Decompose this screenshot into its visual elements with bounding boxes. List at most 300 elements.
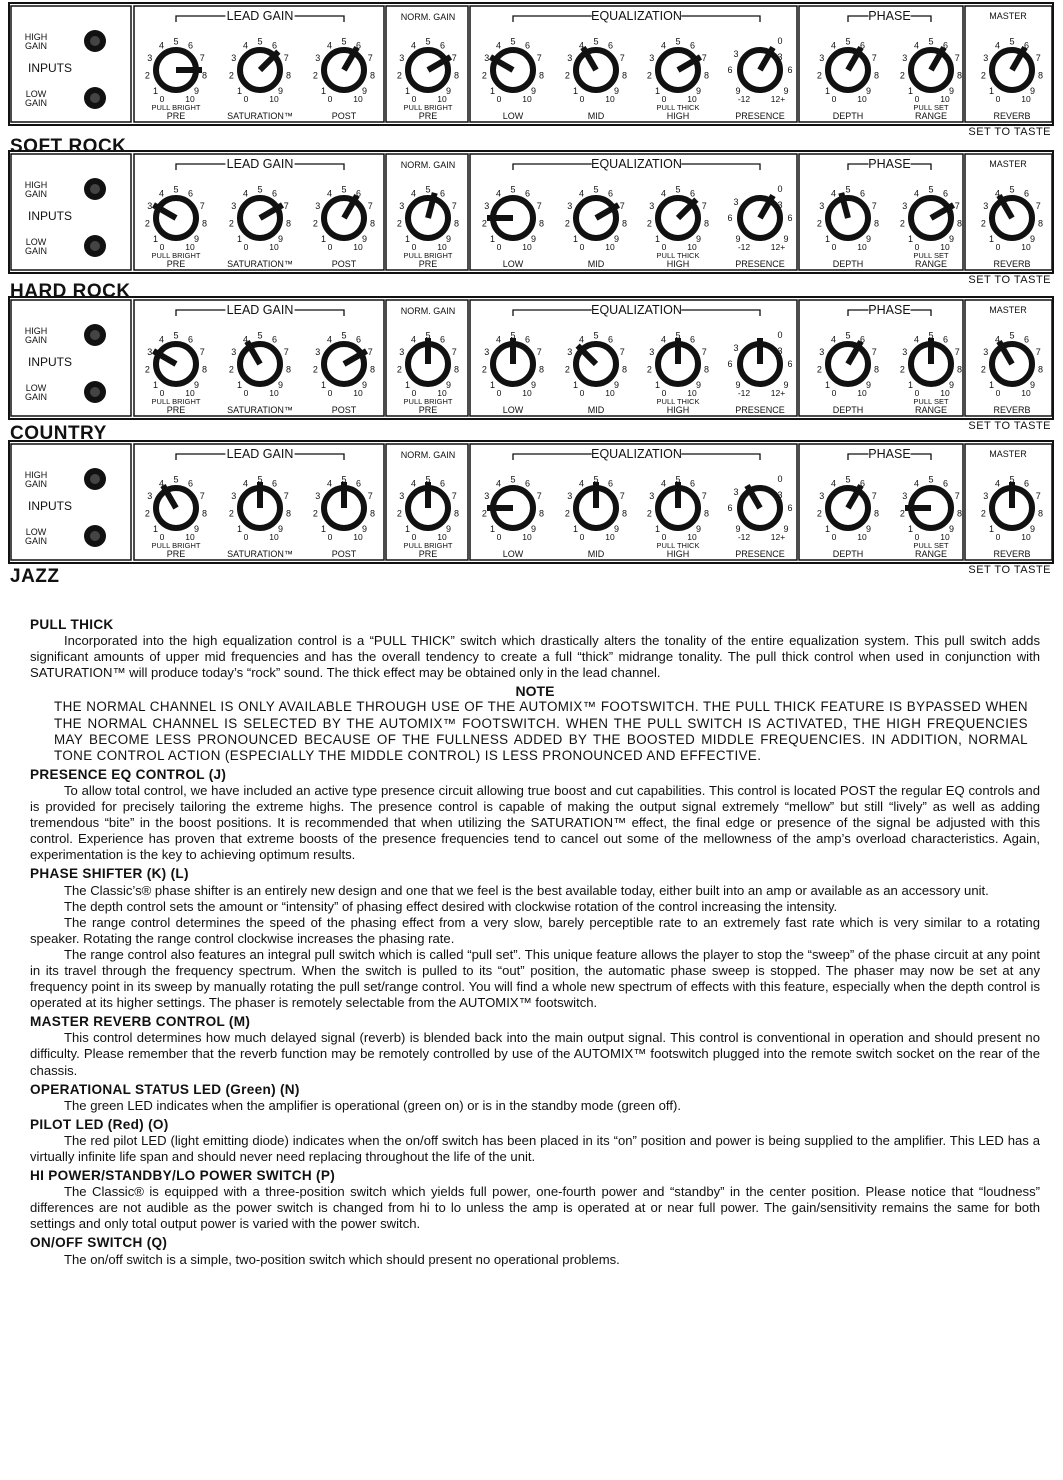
equalization-header: EQUALIZATION <box>591 447 682 461</box>
scale-number: 3 <box>819 201 825 212</box>
scale-number: 7 <box>451 491 457 502</box>
scale-number: 5 <box>341 474 347 485</box>
ten-label: 10 <box>605 94 615 104</box>
zero-label: 0 <box>914 242 920 252</box>
low-knob[interactable] <box>490 50 533 90</box>
range-knob[interactable] <box>905 488 951 528</box>
section-paragraph: The on/off switch is a simple, two-position switch which should present no operational problems. <box>64 1251 620 1267</box>
scale-number: 9 <box>865 524 872 535</box>
scale-number: 9 <box>948 380 955 391</box>
preset-name: HARD ROCK <box>10 281 131 302</box>
zero-label: 0 <box>661 242 667 252</box>
scale-number: 4 <box>913 188 920 199</box>
zero-label: 0 <box>159 94 165 104</box>
low-knob[interactable] <box>493 338 533 384</box>
scale-number: 3 <box>649 53 655 64</box>
sat-label: SATURATION™ <box>227 111 293 121</box>
zero-label: 0 <box>496 94 502 104</box>
ten-label: 10 <box>687 242 697 252</box>
scale-number: 6 <box>524 40 531 51</box>
low-gain-label: GAIN <box>24 536 48 546</box>
reverb-knob[interactable] <box>992 47 1032 90</box>
lead-gain-header: LEAD GAIN <box>226 157 294 171</box>
scale-number: 5 <box>257 36 263 47</box>
scale-number: 4 <box>913 478 920 489</box>
scale-number: 9 <box>361 524 368 535</box>
scale-number: 9 <box>948 234 955 245</box>
norm-gain-header: NORM. GAIN <box>400 450 456 460</box>
sat-knob[interactable] <box>240 198 283 238</box>
pre-knob[interactable] <box>156 485 196 528</box>
zero-label: 0 <box>579 242 585 252</box>
scale-number: 1 <box>824 234 831 245</box>
ten-label: 10 <box>857 94 867 104</box>
scale-number: 4 <box>242 188 249 199</box>
sat-label: SATURATION™ <box>227 549 293 559</box>
section-paragraph: The Classic’s® phase shifter is an entirely new design and one that we feel is the best available today, either built into an amp or available as an accessory unit. <box>64 882 989 898</box>
scale-number: 1 <box>824 380 831 391</box>
inputs-label: INPUTS <box>27 499 73 513</box>
scale-number: 8 <box>286 508 292 519</box>
mid-knob[interactable] <box>576 482 616 528</box>
scale-number: 3 <box>567 201 573 212</box>
high-gain-label: HIGH <box>24 32 48 42</box>
scale-number: 1 <box>988 524 995 535</box>
scale-number: 2 <box>481 218 487 229</box>
scale-number: 8 <box>622 364 628 375</box>
scale-number: 1 <box>489 86 496 97</box>
high-knob[interactable] <box>658 50 701 90</box>
range-knob[interactable] <box>911 338 951 384</box>
norm-knob[interactable] <box>408 482 448 528</box>
scale-number: 5 <box>425 474 431 485</box>
plus12-label: 12+ <box>770 242 786 252</box>
pull-bright-label: PULL BRIGHT <box>403 397 453 406</box>
zero-label: 0 <box>159 242 165 252</box>
scale-number: 3 <box>733 197 739 207</box>
scale-number: 6 <box>439 40 446 51</box>
scale-number: 8 <box>370 364 376 375</box>
scale-number: 9 <box>783 86 789 96</box>
sat-knob[interactable] <box>240 50 280 90</box>
scale-number: 6 <box>439 334 446 345</box>
ten-label: 10 <box>1021 242 1031 252</box>
high-label: HIGH <box>666 111 690 121</box>
amp-panel-diagram <box>8 440 1054 564</box>
section-heading: PHASE SHIFTER (K) (L) <box>30 866 189 882</box>
ten-label: 10 <box>522 242 532 252</box>
ten-label: 10 <box>940 532 950 542</box>
scale-number: 7 <box>199 53 205 64</box>
scale-number: 6 <box>689 478 696 489</box>
scale-number: 4 <box>994 188 1001 199</box>
zero-label: 0 <box>327 388 333 398</box>
sat-knob[interactable] <box>240 341 280 384</box>
pre-label: PRE <box>166 259 186 269</box>
zero-label: 0 <box>831 532 837 542</box>
scale-number: 7 <box>451 53 457 64</box>
scale-number: 9 <box>530 234 537 245</box>
preset-name: COUNTRY <box>10 423 107 444</box>
inputs-label: INPUTS <box>27 61 73 75</box>
scale-number: 7 <box>199 201 205 212</box>
high-gain-label: GAIN <box>24 41 48 51</box>
presence-knob[interactable] <box>740 47 783 90</box>
scale-number: 6 <box>942 188 949 199</box>
ten-label: 10 <box>437 532 447 542</box>
scale-number: 4 <box>495 478 502 489</box>
set-to-taste-note: SET TO TASTE <box>968 274 1051 286</box>
ten-label: 10 <box>605 388 615 398</box>
high-knob[interactable] <box>658 338 698 384</box>
low-gain-label: LOW <box>25 527 47 537</box>
scale-number: 3 <box>484 491 490 502</box>
scale-number: 7 <box>701 491 707 502</box>
scale-number: 2 <box>228 70 234 81</box>
scale-number: 6 <box>727 503 733 513</box>
zero-label: 0 <box>327 242 333 252</box>
zero-label: 0 <box>159 388 165 398</box>
pre-label: PRE <box>166 549 186 559</box>
scale-number: 2 <box>144 70 150 81</box>
mid-knob[interactable] <box>576 198 619 238</box>
pull-thick-label: PULL THICK <box>656 541 700 550</box>
scale-number: 9 <box>613 234 620 245</box>
mid-label: MID <box>587 111 605 121</box>
scale-number: 5 <box>675 474 681 485</box>
scale-number: 7 <box>283 201 289 212</box>
scale-number: 7 <box>367 53 373 64</box>
ten-label: 10 <box>437 242 447 252</box>
range-knob[interactable] <box>911 47 951 90</box>
amp-panel-diagram <box>8 296 1054 420</box>
ten-label: 10 <box>353 388 363 398</box>
depth-knob[interactable] <box>828 341 868 384</box>
mid-knob[interactable] <box>576 47 616 90</box>
mid-label: MID <box>587 259 605 269</box>
pull-thick-label: PULL THICK <box>656 251 700 260</box>
preset-panel-soft-rock <box>8 2 1054 126</box>
scale-number: 8 <box>704 70 710 81</box>
range-label: RANGE <box>914 259 948 269</box>
scale-number: 6 <box>355 188 362 199</box>
section-paragraph: The range control also features an integral pull switch which is called “pull set”. This unique feature allows the player to stop the “sweep” of the phase circuit at any point in its travel through the frequency spectrum. When the switch is pulled to its “out” position, the automatic phase sweep is stopped. The phaser may now be set at any frequency point in its sweep by manually rotating the pull set/range control. You will find a whole new spectrum of effects with this feature, especially when the depth control is operated at its higher settings. The phaser is remotely selectable from the AUTOMIX™ footswitch. <box>30 946 1040 1011</box>
scale-number: 6 <box>727 65 733 75</box>
ten-label: 10 <box>185 388 195 398</box>
ten-label: 10 <box>605 532 615 542</box>
scale-number: 6 <box>942 478 949 489</box>
phase-header: PHASE <box>868 303 911 317</box>
scale-number: 4 <box>326 478 333 489</box>
scale-number: 3 <box>902 201 908 212</box>
scale-number: 6 <box>859 334 866 345</box>
scale-number: 6 <box>271 40 278 51</box>
low-knob[interactable] <box>487 198 533 238</box>
scale-number: 8 <box>874 508 880 519</box>
ten-label: 10 <box>185 94 195 104</box>
scale-number: 9 <box>277 524 284 535</box>
scale-number: 3 <box>649 347 655 358</box>
scale-number: 1 <box>572 380 579 391</box>
scale-number: 4 <box>410 40 417 51</box>
equalization-header: EQUALIZATION <box>591 303 682 317</box>
zero-label: 0 <box>496 532 502 542</box>
mid-knob[interactable] <box>576 344 616 384</box>
post-knob[interactable] <box>324 344 367 384</box>
scale-number: 2 <box>564 364 570 375</box>
scale-number: 7 <box>367 347 373 358</box>
scale-number: 8 <box>957 508 963 519</box>
ten-label: 10 <box>687 388 697 398</box>
scale-number: 9 <box>193 524 200 535</box>
scale-number: 2 <box>396 508 402 519</box>
scale-number: 8 <box>704 364 710 375</box>
scale-number: 1 <box>572 234 579 245</box>
scale-number: 9 <box>865 86 872 97</box>
norm-knob[interactable] <box>408 338 448 384</box>
scale-number: 5 <box>1009 474 1015 485</box>
ten-label: 10 <box>185 532 195 542</box>
scale-number: 2 <box>396 364 402 375</box>
scale-number: 1 <box>988 380 995 391</box>
scale-number: 1 <box>236 234 243 245</box>
reverb-knob[interactable] <box>992 195 1032 238</box>
scale-number: 4 <box>578 40 585 51</box>
scale-number: 8 <box>202 508 208 519</box>
scale-number: 9 <box>613 380 620 391</box>
scale-number: 9 <box>735 524 741 534</box>
scale-number: 6 <box>689 334 696 345</box>
scale-number: 3 <box>315 53 321 64</box>
ten-label: 10 <box>353 532 363 542</box>
presence-knob[interactable] <box>740 485 783 528</box>
pull-set-label: PULL SET <box>913 103 949 112</box>
scale-number: 1 <box>572 86 579 97</box>
reverb-knob[interactable] <box>992 482 1032 528</box>
scale-number: 4 <box>830 478 837 489</box>
scale-number: 9 <box>193 86 200 97</box>
scale-number: 5 <box>675 36 681 47</box>
scale-number: 4 <box>660 478 667 489</box>
post-label: POST <box>331 549 357 559</box>
scale-number: 3 <box>315 491 321 502</box>
norm-gain-header: NORM. GAIN <box>400 306 456 316</box>
high-knob[interactable] <box>658 482 698 528</box>
scale-number: 6 <box>787 359 793 369</box>
scale-number: 3 <box>484 347 490 358</box>
reverb-label: REVERB <box>993 405 1031 415</box>
high-gain-label: HIGH <box>24 470 48 480</box>
scale-number: 9 <box>695 86 702 97</box>
presence-knob[interactable] <box>740 338 783 384</box>
high-knob[interactable] <box>658 198 698 238</box>
scale-number: 2 <box>144 508 150 519</box>
pre-knob[interactable] <box>153 344 196 384</box>
scale-number: 6 <box>607 188 614 199</box>
scale-number: 6 <box>607 40 614 51</box>
low-gain-label: GAIN <box>24 392 48 402</box>
scale-number: 3 <box>983 53 989 64</box>
scale-number: 2 <box>899 364 905 375</box>
zero-label: 0 <box>579 94 585 104</box>
post-knob[interactable] <box>324 195 364 238</box>
inputs-label: INPUTS <box>27 209 73 223</box>
section-paragraph: Incorporated into the high equalization control is a “PULL THICK” switch which drastically alters the tonality of the entire equalization system. This pull switch adds significant amounts of upper mid frequencies and has the overall tendency to create a full “thick” midrange tonality. The pull thick control when used in conjunction with SATURATION™ will produce today’s “rock” sound. The thick effect may be obtained only in the lead channel. <box>30 633 1040 681</box>
scale-number: 1 <box>320 524 327 535</box>
scale-number: 9 <box>695 524 702 535</box>
scale-number: 6 <box>787 503 793 513</box>
depth-knob[interactable] <box>828 485 868 528</box>
zero-label: 0 <box>995 242 1001 252</box>
scale-number: 3 <box>902 53 908 64</box>
scale-number: 9 <box>1029 524 1036 535</box>
scale-number: 4 <box>660 188 667 199</box>
scale-number: 4 <box>242 334 249 345</box>
pull-set-label: PULL SET <box>913 251 949 260</box>
scale-number: 2 <box>646 218 652 229</box>
ten-label: 10 <box>522 94 532 104</box>
scale-number: 4 <box>158 188 165 199</box>
scale-number: 2 <box>312 70 318 81</box>
phase-header: PHASE <box>868 447 911 461</box>
scale-number: 3 <box>567 53 573 64</box>
scale-number: 6 <box>1023 478 1030 489</box>
section-heading: HI POWER/STANDBY/LO POWER SWITCH (P) <box>30 1168 336 1184</box>
scale-number: 5 <box>425 184 431 195</box>
scale-number: 2 <box>980 508 986 519</box>
ten-label: 10 <box>857 532 867 542</box>
scale-number: 4 <box>578 334 585 345</box>
depth-knob[interactable] <box>828 193 868 238</box>
scale-number: 4 <box>578 478 585 489</box>
scale-number: 6 <box>727 359 733 369</box>
scale-number: 1 <box>152 234 159 245</box>
zero-label: 0 <box>914 388 920 398</box>
scale-number: 1 <box>654 86 661 97</box>
pre-knob[interactable] <box>156 50 202 90</box>
scale-number: 7 <box>536 347 542 358</box>
ten-label: 10 <box>940 388 950 398</box>
pull-bright-label: PULL BRIGHT <box>151 103 201 112</box>
scale-number: 1 <box>152 524 159 535</box>
scale-number: 7 <box>451 201 457 212</box>
ten-label: 10 <box>437 388 447 398</box>
ten-label: 10 <box>1021 532 1031 542</box>
plus12-label: 12+ <box>770 532 786 542</box>
scale-number: 6 <box>859 188 866 199</box>
high-gain-label: HIGH <box>24 180 48 190</box>
ten-label: 10 <box>687 94 697 104</box>
ten-label: 10 <box>269 388 279 398</box>
scale-number: 8 <box>704 218 710 229</box>
scale-number: 2 <box>312 218 318 229</box>
scale-number: 7 <box>871 201 877 212</box>
norm-gain-header: NORM. GAIN <box>400 12 456 22</box>
scale-number: 1 <box>489 234 496 245</box>
low-gain-label: LOW <box>25 383 47 393</box>
scale-number: 4 <box>660 40 667 51</box>
preset-name: SOFT ROCK <box>10 136 127 157</box>
scale-number: 5 <box>173 330 179 341</box>
minus12-label: -12 <box>737 388 751 398</box>
scale-number: 3 <box>231 347 237 358</box>
scale-number: 2 <box>396 218 402 229</box>
presence-knob[interactable] <box>740 195 783 238</box>
depth-knob[interactable] <box>828 47 868 90</box>
scale-number: 5 <box>845 36 851 47</box>
ten-label: 10 <box>522 532 532 542</box>
zero-label: 0 <box>661 532 667 542</box>
scale-number: 5 <box>173 36 179 47</box>
scale-number: 2 <box>980 70 986 81</box>
scale-number: 5 <box>341 184 347 195</box>
scale-number: 2 <box>144 364 150 375</box>
scale-number: 8 <box>454 70 460 81</box>
scale-number: 7 <box>199 347 205 358</box>
reverb-knob[interactable] <box>992 341 1032 384</box>
scale-number: 1 <box>907 380 914 391</box>
low-label: LOW <box>502 259 524 269</box>
post-knob[interactable] <box>324 482 364 528</box>
scale-number: 9 <box>277 86 284 97</box>
pre-label: PRE <box>166 111 186 121</box>
sat-label: SATURATION™ <box>227 405 293 415</box>
range-knob[interactable] <box>911 198 954 238</box>
norm-label: PRE <box>418 259 438 269</box>
master-header: MASTER <box>989 305 1027 315</box>
scale-number: 9 <box>613 524 620 535</box>
scale-number: 1 <box>824 524 831 535</box>
pull-bright-label: PULL BRIGHT <box>403 541 453 550</box>
sat-knob[interactable] <box>240 482 280 528</box>
scale-number: 1 <box>236 86 243 97</box>
norm-knob[interactable] <box>408 193 448 238</box>
section-heading: PULL THICK <box>30 617 114 632</box>
zero-label: 0 <box>496 388 502 398</box>
post-knob[interactable] <box>324 47 364 90</box>
scale-number: 5 <box>257 184 263 195</box>
high-gain-label: GAIN <box>24 479 48 489</box>
scale-number: 5 <box>510 474 516 485</box>
zero-label: 0 <box>831 94 837 104</box>
scale-number: 3 <box>231 491 237 502</box>
scale-number: 4 <box>495 334 502 345</box>
low-knob[interactable] <box>487 488 533 528</box>
section-paragraph: The range control determines the speed of the phasing effect from a very slow, barely perceptible rate to an extremely fast rate which is very similar to a rotating speaker. Rotating the range control clockwise increases the phasing rate. <box>30 914 1040 946</box>
set-to-taste-note: SET TO TASTE <box>968 420 1051 432</box>
depth-label: DEPTH <box>832 405 864 415</box>
ten-label: 10 <box>1021 388 1031 398</box>
norm-label: PRE <box>418 405 438 415</box>
scale-number: 1 <box>404 380 411 391</box>
scale-number: 3 <box>567 491 573 502</box>
scale-number: 7 <box>1035 201 1041 212</box>
scale-number: 7 <box>619 201 625 212</box>
scale-number: 3 <box>819 53 825 64</box>
scale-number: 7 <box>536 491 542 502</box>
scale-number: 5 <box>593 330 599 341</box>
scale-number: 6 <box>1023 40 1030 51</box>
scale-number: 3 <box>399 491 405 502</box>
minus12-label: -12 <box>737 242 751 252</box>
pre-knob[interactable] <box>153 198 196 238</box>
norm-gain-header: NORM. GAIN <box>400 160 456 170</box>
scale-number: 1 <box>907 524 914 535</box>
scale-number: 0 <box>777 330 783 340</box>
scale-number: 7 <box>367 201 373 212</box>
scale-number: 3 <box>649 201 655 212</box>
norm-knob[interactable] <box>408 50 451 90</box>
